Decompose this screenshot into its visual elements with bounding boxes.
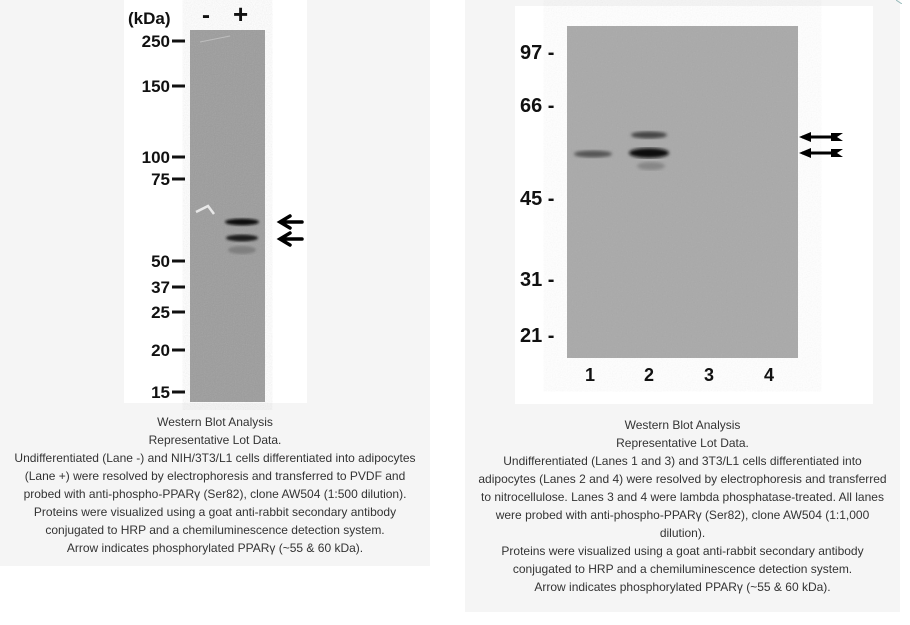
caption-line: Representative Lot Data. [148,433,282,447]
caption-line: conjugated to HRP and a chemiluminescence detection system. [45,523,385,537]
caption-line: dilution). [659,526,706,540]
left-marker-label: 50 [151,252,170,271]
right-lane2-band-55kda [629,148,669,158]
right-lane1-band [574,151,612,158]
right-lane-label: 1 [584,365,596,385]
right-lane-label: 4 [763,365,775,385]
left-unit-label: (kDa) [128,9,171,28]
caption-line: were probed with anti-phospho-PPARγ (Ser82), clone AW504 (1:1,000 [495,508,870,522]
caption-line: Western Blot Analysis [157,415,273,429]
caption-line: (Lane +) were resolved by electrophoresis and transferred to PVDF and [24,469,406,483]
band-arrow-icon [799,148,843,158]
caption-line: Arrow indicates phosphorylated PPARγ (~55 & 60 kDa). [534,580,831,594]
caption-line: to nitrocellulose. Lanes 3 and 4 were lambda phosphatase-treated. All lanes [481,490,884,504]
caption-line: adipocytes (Lanes 2 and 4) were resolved by electrophoresis and transferred [478,472,887,486]
left-marker-label: 250 [141,32,170,51]
caption-line: Proteins were visualized using a goat anti-rabbit secondary antibody [33,505,397,519]
band-arrow-icon [280,233,302,245]
right-figure-panel [465,0,900,612]
caption-line: Undifferentiated (Lanes 1 and 3) and 3T3/L1 cells differentiated into [503,454,862,468]
left-western-blot-image [0,0,430,410]
left-marker-label: 100 [141,148,170,167]
caption-line: Representative Lot Data. [616,436,749,450]
left-lane-label-minus: - [202,2,210,29]
left-marker-label: 25 [151,303,170,322]
right-marker-label: 97 - [520,42,555,64]
left-marker-label: 37 [151,278,170,297]
caption-line: Western Blot Analysis [624,418,741,432]
right-western-blot-image [465,0,900,410]
band-arrow-icon [280,216,302,228]
right-marker-label: 66 - [520,95,555,117]
caption-line: Undifferentiated (Lane -) and NIH/3T3/L1 cells differentiated into adipocytes [14,451,416,465]
left-marker-label: 75 [151,170,170,189]
left-figure-panel [0,0,430,566]
corner-mark [896,0,902,4]
caption-line: probed with anti-phospho-PPARγ (Ser82), clone AW504 (1:500 dilution). [23,487,407,501]
band-arrow-icon [799,132,843,142]
right-lane2-band-60kda [631,132,667,139]
caption-line: conjugated to HRP and a chemiluminescence detection system. [512,562,853,576]
right-marker-label: 45 - [520,188,555,210]
left-figure-caption [0,413,430,557]
left-marker-label: 15 [151,383,170,402]
caption-line: Arrow indicates phosphorylated PPARγ (~55 & 60 kDa). [66,541,364,555]
right-figure-caption [465,416,900,596]
right-lane-label: 3 [703,365,715,385]
right-marker-label: 21 - [520,325,555,347]
right-lane-label: 2 [643,365,655,385]
left-band-55kda [226,235,258,242]
caption-line: Proteins were visualized using a goat anti-rabbit secondary antibody [501,544,864,558]
left-marker-label: 20 [151,341,170,360]
left-marker-label: 150 [141,77,170,96]
right-marker-label: 31 - [520,269,555,291]
left-band-60kda [225,219,259,226]
left-lane-label-plus: + [233,0,249,29]
